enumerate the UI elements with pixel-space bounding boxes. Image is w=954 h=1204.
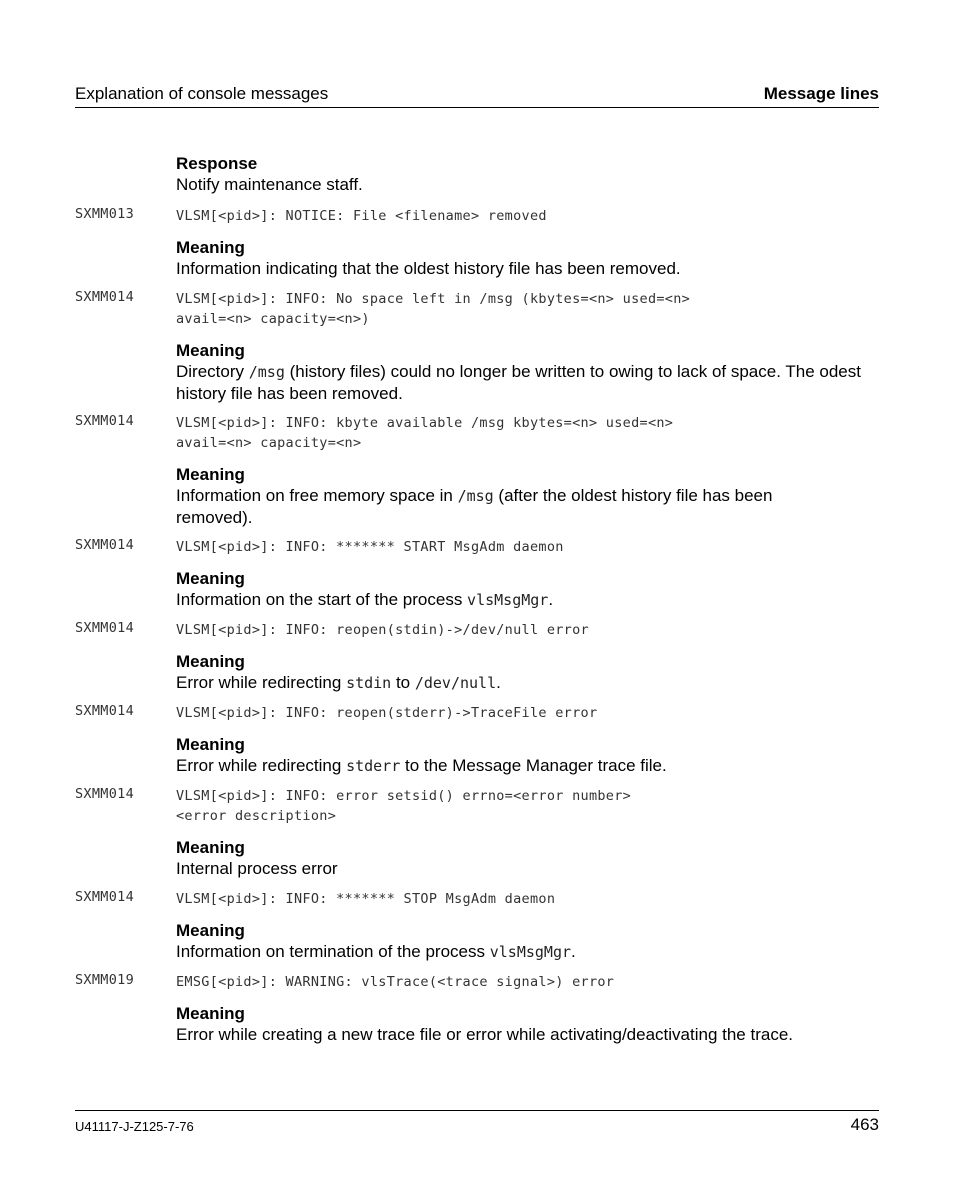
meaning-text-part: Information on the start of the process xyxy=(176,590,468,609)
message-text: VLSM[<pid>]: NOTICE: File <filename> removed xyxy=(176,208,547,224)
response-heading: Response xyxy=(176,154,258,173)
meaning-text-part: Information on termination of the process xyxy=(176,942,490,961)
meaning-block xyxy=(176,920,880,963)
meaning-heading: Meaning xyxy=(176,735,245,754)
meaning-text-part: (after the oldest history file has been removed). xyxy=(176,486,773,527)
meaning-text xyxy=(176,361,880,404)
meaning-block xyxy=(176,837,880,879)
meaning-block xyxy=(176,340,880,404)
message-id: SXMM014 xyxy=(75,786,134,802)
meaning-heading: Meaning xyxy=(176,238,245,257)
message-text-line1: VLSM[<pid>]: INFO: kbyte available /msg kbytes=<n> used=<n> xyxy=(176,415,674,431)
meaning-text-part: (history files) could no longer be written to owing to lack of space. The odest history file has been removed. xyxy=(176,362,861,403)
meaning-text-part: Error while redirecting xyxy=(176,756,347,775)
inline-code: /msg xyxy=(248,363,285,381)
message-text-line1: VLSM[<pid>]: INFO: error setsid() errno=<error number> xyxy=(176,788,632,804)
inline-code: /msg xyxy=(457,487,494,505)
meaning-heading: Meaning xyxy=(176,1004,245,1023)
meaning-heading: Meaning xyxy=(176,921,245,940)
meaning-text xyxy=(176,672,880,694)
inline-code: vlsMsgMgr xyxy=(467,591,549,609)
message-id: SXMM013 xyxy=(75,206,134,222)
page-number: 463 xyxy=(850,1115,879,1134)
meaning-text xyxy=(176,755,880,777)
meaning-text: Internal process error xyxy=(176,859,338,878)
message-text-line1: VLSM[<pid>]: INFO: No space left in /msg (kbytes=<n> used=<n> xyxy=(176,291,691,307)
meaning-text-part: Information on free memory space in xyxy=(176,486,458,505)
meaning-heading: Meaning xyxy=(176,838,245,857)
meaning-heading: Meaning xyxy=(176,465,245,484)
intro-response xyxy=(176,153,880,195)
message-text: VLSM[<pid>]: INFO: ******* START MsgAdm daemon xyxy=(176,539,564,555)
meaning-text-part: to the Message Manager trace file. xyxy=(400,756,667,775)
message-id: SXMM014 xyxy=(75,537,134,553)
inline-code: vlsMsgMgr xyxy=(489,943,572,961)
response-text: Notify maintenance staff. xyxy=(176,175,363,194)
meaning-heading: Meaning xyxy=(176,341,245,360)
page-header xyxy=(75,84,879,108)
header-section-title: Message lines xyxy=(763,84,879,103)
message-text-line2: avail=<n> capacity=<n>) xyxy=(176,311,370,327)
meaning-text: Information indicating that the oldest history file has been removed. xyxy=(176,259,681,278)
meaning-text-part: . xyxy=(571,942,576,961)
meaning-text-part: . xyxy=(496,673,501,692)
message-id: SXMM014 xyxy=(75,703,134,719)
meaning-heading: Meaning xyxy=(176,569,245,588)
meaning-text-part: Error while redirecting xyxy=(176,673,347,692)
message-id: SXMM014 xyxy=(75,620,134,636)
message-text-line2: avail=<n> capacity=<n> xyxy=(176,435,362,451)
meaning-block xyxy=(176,1003,880,1045)
meaning-heading: Meaning xyxy=(176,652,245,671)
meaning-text xyxy=(176,485,816,528)
meaning-block xyxy=(176,464,880,528)
message-id: SXMM014 xyxy=(75,889,134,905)
meaning-text-part: Directory xyxy=(176,362,249,381)
message-id: SXMM014 xyxy=(75,413,134,429)
message-text-line2: <error description> xyxy=(176,808,337,824)
document-id: U41117-J-Z125-7-76 xyxy=(75,1119,194,1134)
inline-code: stderr xyxy=(346,757,401,775)
meaning-block xyxy=(176,237,880,279)
message-text: VLSM[<pid>]: INFO: ******* STOP MsgAdm daemon xyxy=(176,891,556,907)
meaning-block xyxy=(176,651,880,694)
message-text: VLSM[<pid>]: INFO: reopen(stdin)->/dev/null error xyxy=(176,622,589,638)
meaning-block xyxy=(176,734,880,777)
message-id: SXMM014 xyxy=(75,289,134,305)
header-chapter-title: Explanation of console messages xyxy=(75,84,329,103)
meaning-text-part: to xyxy=(391,673,415,692)
meaning-text xyxy=(176,941,880,963)
message-text: VLSM[<pid>]: INFO: reopen(stderr)->TraceFile error xyxy=(176,705,598,721)
meaning-text xyxy=(176,589,880,611)
message-text: EMSG[<pid>]: WARNING: vlsTrace(<trace signal>) error xyxy=(176,974,615,990)
message-id: SXMM019 xyxy=(75,972,134,988)
meaning-text: Error while creating a new trace file or error while activating/deactivating the trace. xyxy=(176,1025,794,1044)
meaning-block xyxy=(176,568,880,611)
inline-code: stdin xyxy=(346,674,392,692)
meaning-text-part: . xyxy=(548,590,554,609)
page-footer xyxy=(75,1110,879,1141)
inline-code: /dev/null xyxy=(414,674,497,692)
